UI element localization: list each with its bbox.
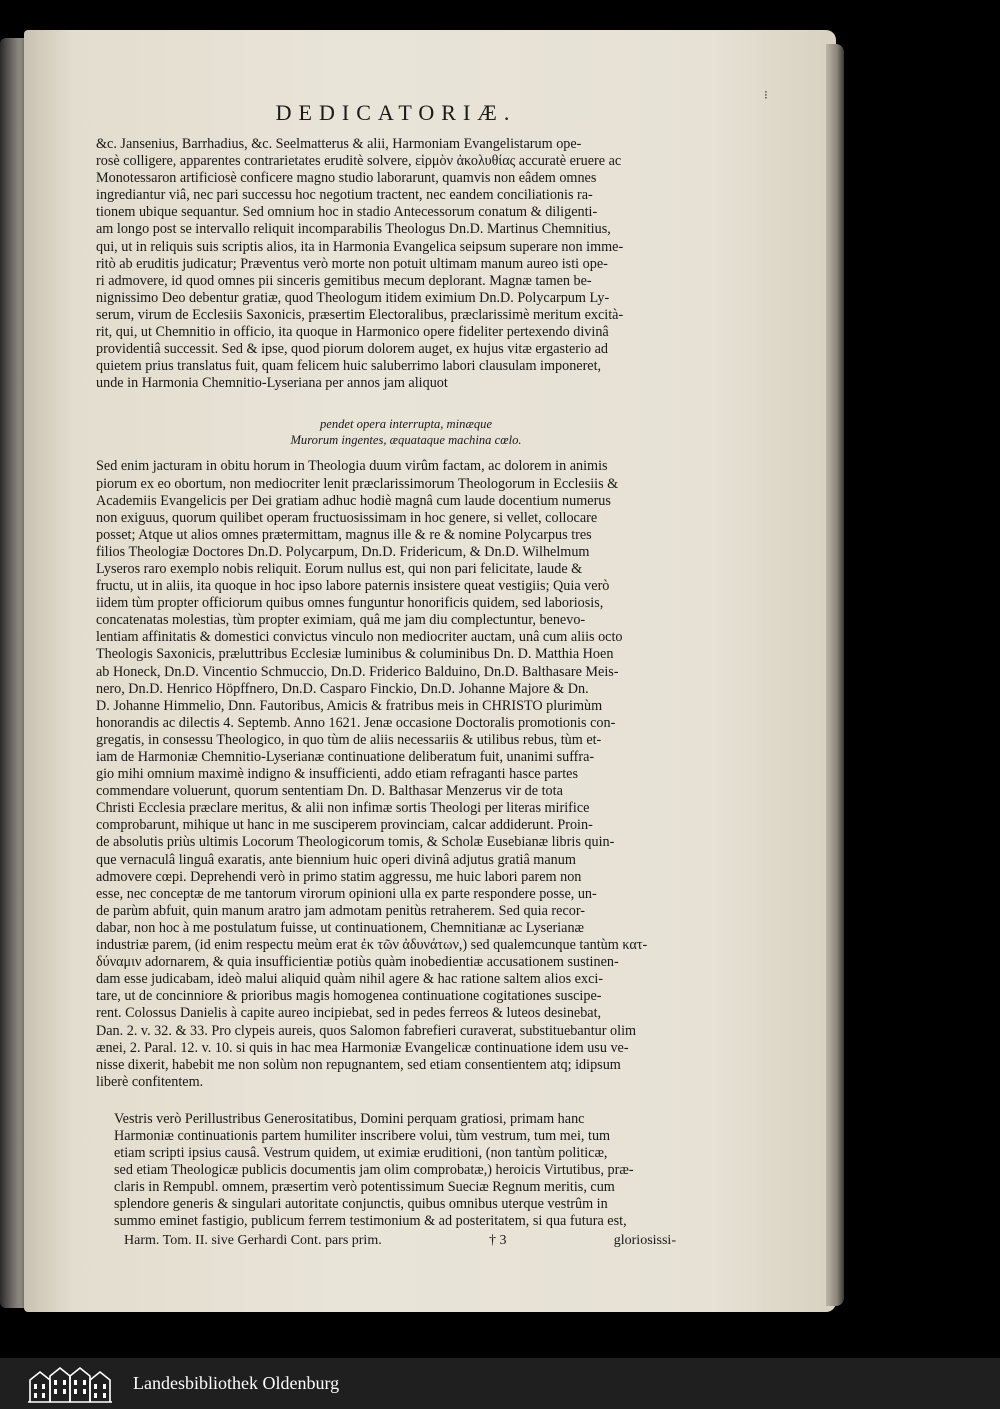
text-line: summo eminet fastigio, publicum ferrem testimonium & ad posteritatem, si qua futura est, [114,1213,627,1230]
signature-line: Harm. Tom. II. sive Gerhardi Cont. pars prim. [124,1232,382,1248]
text-line: iam de Harmoniæ Chemnitio-Lyserianæ continuatione deliberatum fuit, unanimi suffra- [96,749,595,765]
library-name: Landesbibliothek Oldenburg [133,1373,340,1393]
text-line: iidem tùm propter officiorum quibus omnes funguntur honorificis quidem, sed laboriosis, [96,595,604,612]
text-line: admovere cœpi. Deprehendi verò in primo statim aggressu, me huic labori parem non [96,868,582,885]
text-line: unde in Harmonia Chemnitio-Lyseriana per annos jam aliquot [96,375,448,392]
text-line: liberè confitentem. [96,1073,204,1090]
text-line: non exiguus, quorum quilibet operam fructuosissimam in hoc genere, si vellet, collocare [96,509,598,526]
text-line: esse, nec conceptæ de me tantorum virorum opinioni ulla ex parte respondere posse, un- [96,885,597,902]
text-line: ænei, 2. Paral. 12. v. 10. si quis in hac mea Harmoniæ Evangelicæ continuatione idem usu ve- [96,1039,629,1056]
text-line: nisse dixerit, habebit me non solùm non repugnantem, sed etiam consentientem atq; idipsum [96,1056,621,1073]
text-line: splendore generis & singulari autoritate conjunctis, quibus omnibus uterque vestrûm in [114,1196,608,1213]
text-line: claris in Rempubl. omnem, præsertim verò potentissimum Sueciæ Regnum meritis, cum [114,1179,615,1196]
text-line: ab Honeck, Dn.D. Vincentio Schmuccio, Dn.D. Friderico Balduino, Dn.D. Balthasare Meis- [96,663,619,680]
text-line: &c. Jansenius, Barrhadius, &c. Seelmatterus & alii, Harmoniam Evangelistarum ope- [96,136,582,152]
text-line: lentiam affinitatis & domestici convictus vinculo non mediocriter auctam, unâ cum aliis octo [96,629,623,646]
verse-quotation [96,416,676,448]
library-building-icon [26,1362,114,1404]
page-footer [96,1233,676,1249]
text-line: dam esse judicabam, ideò malui aliquid quàm nihil agere & hac ratione saltem alios exci- [96,971,604,988]
text-line: de absolutis priùs ultimis Locorum Theologicorum tomis, & Scholæ Eusebianæ libris quin- [96,834,615,851]
text-line: Harmoniæ continuationis partem humiliter inscribere volui, tùm vestrum, tum mei, tum [114,1127,611,1144]
text-line: etiam scripti ipsius causâ. Vestrum quidem, ut eximiæ eruditioni, (non tantùm politicæ, [114,1145,608,1162]
text-line: am longo post se intervallo reliquit incomparabilis Theologus Dn.D. Martinus Chemnitius, [96,221,611,238]
text-line: quietem prius translatus fuit, quam felicem huic saluberrimo labori clausulam imponeret, [96,358,602,375]
text-line: posset; Atque ut alios omnes prætermittam, magnus ille & re & nomine Polycarpus tres [96,526,592,543]
text-line: de parùm abfuit, quin manum aratro jam admotam penitùs retraherem. Sed quia recor- [96,902,586,919]
text-line: filios Theologiæ Doctores Dn.D. Polycarpum, Dn.D. Fridericum, & Dn.D. Wilhelmum [96,543,590,560]
text-line: Monotessaron artificiosè conficere magno studio laborarunt, quamvis non eâdem omnes [96,170,597,187]
running-head: DEDICATORIÆ. [275,100,517,125]
text-line: gregatis, in consessu Theologico, in quo tùm de aliis necessariis & utilibus rebus, tùm et- [96,731,602,748]
text-line: nero, Dn.D. Henrico Höpffnero, Dn.D. Casparo Finckio, Dn.D. Johanne Majore & Dn. [96,680,589,697]
paragraph-2 [96,458,676,1090]
page-mark-ornament: ⁝ [764,88,768,102]
catchword: gloriosissi- [613,1232,676,1248]
text-line: ritò ab eruditis judicatur; Præventus verò morte non potuit ultimam manum aureo isti ope- [96,255,608,272]
text-line: nignissimo Deo debentur gratiæ, quod Theologum itidem eximium Dn.D. Polycarpum Ly- [96,289,610,306]
text-line: tare, ut de concinniore & prioribus magis homogenea continuatione cogitationes suscipe- [96,988,602,1005]
text-line: Lyseros raro exemplo nobis reliquit. Eorum nullus est, qui non pari felicitate, laude & [96,560,583,577]
library-banner [0,1358,1000,1409]
text-line: tionem ubique sequantur. Sed omnium hoc in stadio Antecessorum conatum & diligenti- [96,204,598,221]
text-line: ingrediantur viâ, nec pari successu hoc negotium tractent, nec eandem conciliationis ra- [96,187,593,204]
text-line: gio mihi omnium maximè indigno & insufficienti, addo etiam refraganti hasce partes [96,766,578,783]
text-line: Sed enim jacturam in obitu horum in Theologia duum virûm factam, ac dolorem in animis [96,458,608,475]
text-line: rosè colligere, apparentes contrarietates eruditè solvere, εἱρμὸν ἀκολυθίας accuratè eruere ac [96,153,622,170]
text-line: piorum ex eo obortum, non mediocriter lenit præclarissimorum Theologorum in Ecclesiis & [96,475,619,492]
text-line: industriæ parem, (id enim respectu meùm erat ἐκ τῶν ἀδυνάτων,) sed qualemcunque tantùm κατ- [96,937,648,954]
signature-mark: † 3 [488,1232,507,1248]
verse-line: Murorum ingentes, æquataque machina cœlo. [290,433,522,448]
text-line: concatenatas molestias, tùm propter eximiam, quâ me jam diu complectuntur, benevo- [96,612,586,629]
text-line: sed etiam Theologicæ publicis documentis jam olim comprobatæ,) heroicis Virtutibus, præ- [114,1162,634,1179]
text-line: rent. Colossus Danielis à capite aureo incipiebat, sed in pedes ferreos & luteos desinebat, [96,1005,602,1022]
text-line: comprobarunt, mihique ut hanc in me susciperem provinciam, calcar addiderunt. Proin- [96,817,593,834]
text-line: honorandis ac dilectis 4. Septemb. Anno 1621. Jenæ occasione Doctoralis promotionis con- [96,714,616,731]
text-line: serum, virum de Ecclesiis Saxonicis, præsertim Electoralibus, præclarissimè meritum excità- [96,306,624,323]
text-line: qui, ut in reliquis suis scriptis alios, ita in Harmonia Evangelica seipsum superare non imme- [96,238,624,255]
text-line: δύναμιν adornarem, & quia insufficientiæ potiùs quàm inobedientiæ accusationem sustinen- [96,954,619,971]
text-line: Christi Ecclesia præclare meritus, & alii non infimæ sortis Theologi per literas mirifice [96,800,590,817]
text-line: commendare voluerunt, quorum sententiam Dn. D. Balthasar Menzerus vir de tota [96,783,563,800]
text-line: que vernaculâ linguâ exaratis, ante biennium huic operi divinâ adjutus gratiâ manum [96,851,576,868]
page-fore-edge [826,44,844,1306]
text-line: Dan. 2. v. 32. & 33. Pro clypeis aureis, quos Salomon fabrefieri curaverat, substituebantur olim [96,1022,637,1039]
paragraph-3 [96,1111,676,1231]
text-line: Vestris verò Perillustribus Generositatibus, Domini perquam gratiosi, primam hanc [114,1110,585,1127]
text-line: Theologis Saxonicis, præluttribus Ecclesiæ luminibus & columinibus Dn. D. Matthia Hoen [96,646,614,663]
text-line: D. Johanne Himmelio, Dnn. Fautoribus, Amicis & fratribus meis in CHRISTO plurimùm [96,697,603,714]
text-line: ri admovere, id quod omnes pii sinceris gemitibus mecum deplorant. Magnæ tamen be- [96,272,592,289]
text-line: Academiis Evangelicis per Dei gratiam adhuc hodiè magnâ cum laude docentium numerus [96,492,611,509]
page-text-area [96,100,676,1249]
verse-line: pendet opera interrupta, minæque [319,417,493,432]
text-line: dabar, non hoc à me postulatum fuisse, ut continuationem, Chemnitianæ ac Lyserianæ [96,919,585,936]
text-line: rit, qui, ut Chemnitio in officio, ita quoque in Harmonico opere fideliter pertexendo divinâ [96,324,609,341]
text-line: providentiâ successit. Sed & ipse, quod piorum dolorem auget, ex hujus vitæ ergasterio ad [96,341,608,358]
text-line: fructu, ut in aliis, ita quoque in hoc ipso labore paternis insistere queat vestigiis; Quia verò [96,578,610,595]
paragraph-1 [96,136,676,392]
